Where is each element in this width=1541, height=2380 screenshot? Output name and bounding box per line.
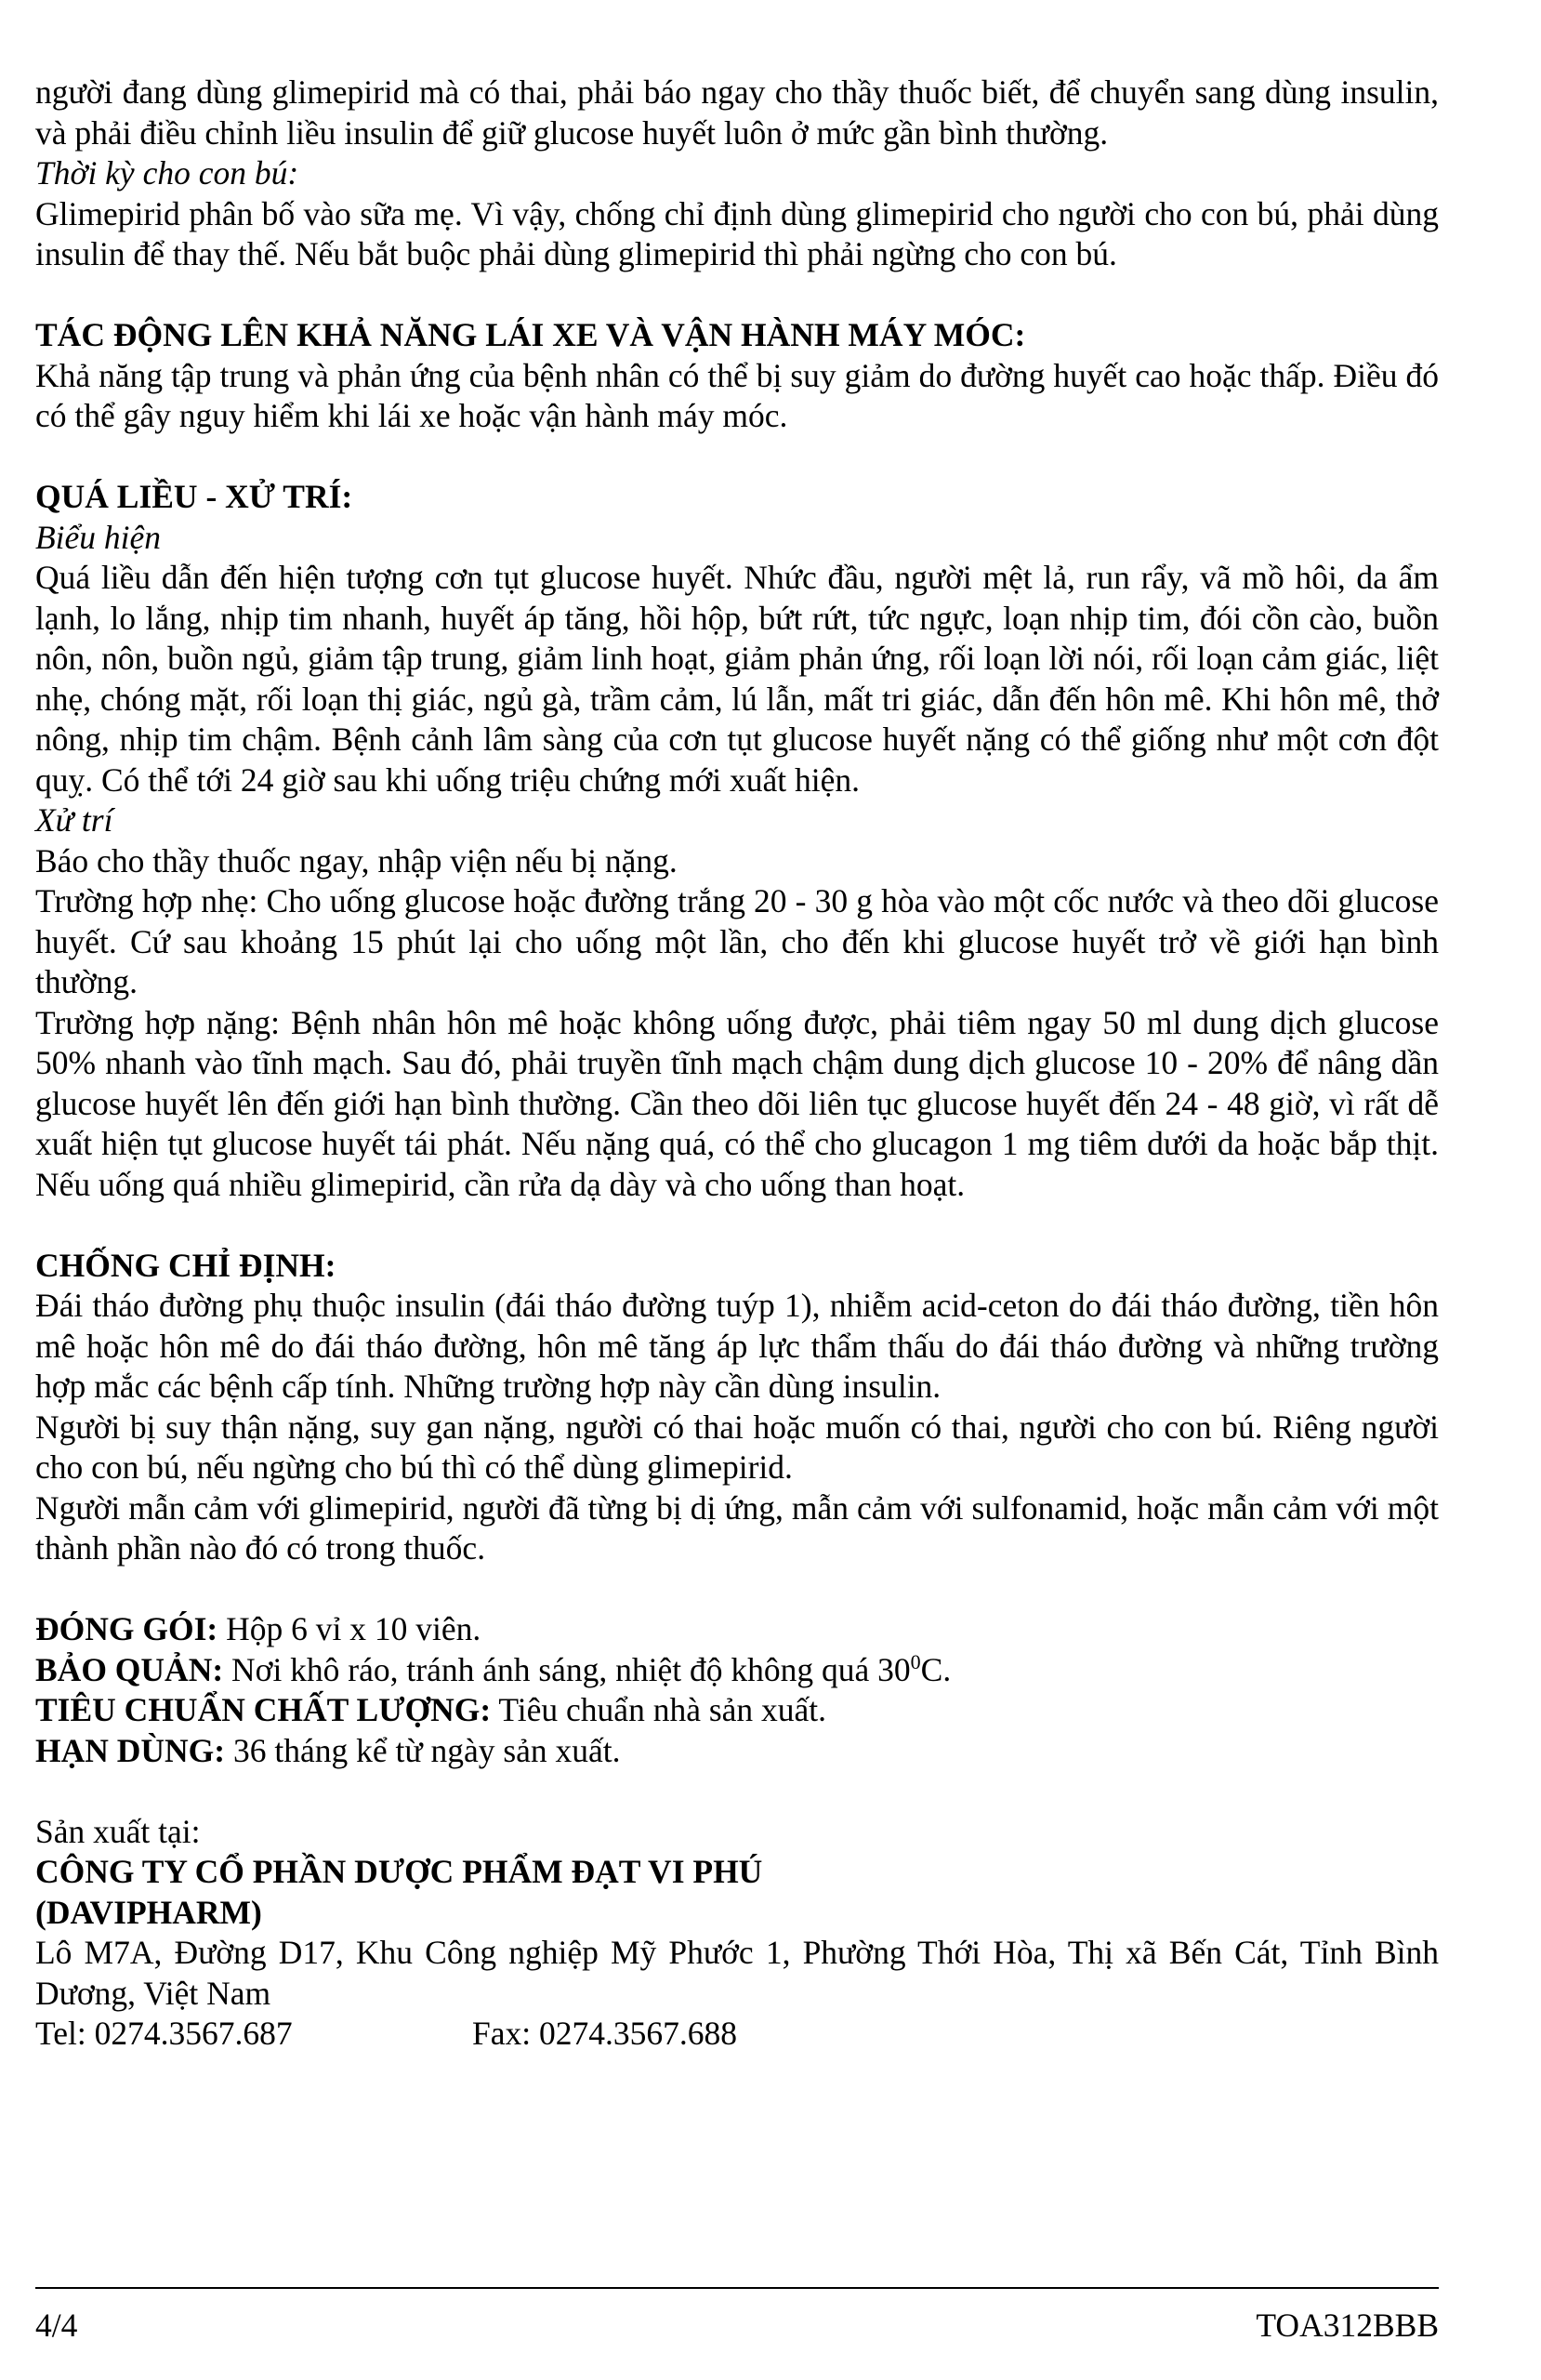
footer-divider <box>35 2287 1439 2289</box>
storage-degree: 0 <box>910 1649 921 1673</box>
driving-heading: TÁC ĐỘNG LÊN KHẢ NĂNG LÁI XE VÀ VẬN HÀNH MÁY MÓC: <box>35 316 1026 353</box>
quality-label: TIÊU CHUẨN CHẤT LƯỢNG: <box>35 1691 492 1728</box>
made-at-label: Sản xuất tại: <box>35 1812 201 1850</box>
treatment-text-1: Báo cho thầy thuốc ngay, nhập viện nếu bị nặng. <box>35 841 678 879</box>
lactation-subheading: Thời kỳ cho con bú: <box>35 154 299 192</box>
pregnancy-continuation-text: người đang dùng glimepirid mà có thai, phải báo ngay cho thầy thuốc biết, để chuyển sang dùng insulin, và phải điều chỉnh liều insulin để giữ glucose huyết luôn ở mức gần bình thường. <box>35 73 1439 152</box>
company-short-name: (DAVIPHARM) <box>35 1893 262 1931</box>
contact-line <box>35 2014 1439 2055</box>
expiry-label: HẠN DÙNG: <box>35 1731 226 1769</box>
contraindications-text-3: Người mẫn cảm với glimepirid, người đã từng bị dị ứng, mẫn cảm với sulfonamid, hoặc mẫn cảm với một thành phần nào đó có trong thuốc. <box>35 1488 1439 1567</box>
treatment-text-3: Trường hợp nặng: Bệnh nhân hôn mê hoặc không uống được, phải tiêm ngay 50 ml dung dịch glucose 50% nhanh vào tĩnh mạch. Sau đó, phải truyền tĩnh mạch chậm dung dịch glucose 10 - 20% để nâng dần glucose huyết lên đến giới hạn bình thường. Cần theo dõi liên tục glucose huyết đến 24 - 48 giờ, vì rất dễ xuất hiện tụt glucose huyết tái phát. Nếu nặng quá, có thể cho glucagon 1 mg tiêm dưới da hoặc bắp thịt. Nếu uống quá nhiều glimepirid, cần rửa dạ dày và cho uống than hoạt. <box>35 1003 1439 1203</box>
packing-line <box>35 1609 1439 1650</box>
storage-value: Nơi khô ráo, tránh ánh sáng, nhiệt độ không quá 30 <box>223 1650 911 1688</box>
contraindications-heading: CHỐNG CHỈ ĐỊNH: <box>35 1246 336 1284</box>
storage-unit: C. <box>920 1650 952 1688</box>
company-address: Lô M7A, Đường D17, Khu Công nghiệp Mỹ Phước 1, Phường Thới Hòa, Thị xã Bến Cát, Tỉnh Bình Dương, Việt Nam <box>35 1934 1439 2012</box>
packing-label: ĐÓNG GÓI: <box>35 1610 218 1647</box>
company-name: CÔNG TY CỔ PHẦN DƯỢC PHẨM ĐẠT VI PHÚ <box>35 1853 763 1890</box>
symptoms-subheading: Biểu hiện <box>35 518 162 556</box>
contraindications-text-2: Người bị suy thận nặng, suy gan nặng, người có thai hoặc muốn có thai, người cho con bú. Riêng người cho con bú, nếu ngừng cho bú thì có thể dùng glimepirid. <box>35 1408 1439 1486</box>
packing-value: Hộp 6 vỉ x 10 viên. <box>217 1610 481 1647</box>
driving-text: Khả năng tập trung và phản ứng của bệnh nhân có thể bị suy giảm do đường huyết cao hoặc thấp. Điều đó có thể gây nguy hiểm khi lái xe hoặc vận hành máy móc. <box>35 356 1439 434</box>
storage-label: BẢO QUẢN: <box>35 1650 224 1688</box>
quality-line <box>35 1690 1439 1731</box>
fax-number: Fax: 0274.3567.688 <box>472 2015 737 2052</box>
overdose-heading: QUÁ LIỀU - XỬ TRÍ: <box>35 478 353 515</box>
expiry-line <box>35 1731 1439 1772</box>
lactation-text: Glimepirid phân bố vào sữa mẹ. Vì vậy, chống chỉ định dùng glimepirid cho người cho con bú, phải dùng insulin để thay thế. Nếu bắt buộc phải dùng glimepirid thì phải ngừng cho con bú. <box>35 194 1439 272</box>
page-number: 4/4 <box>35 2307 78 2344</box>
treatment-subheading: Xử trí <box>35 801 113 839</box>
symptoms-text: Quá liều dẫn đến hiện tượng cơn tụt glucose huyết. Nhức đầu, người mệt lả, run rẩy, vã mồ hôi, da ẩm lạnh, lo lắng, nhịp tim nhanh, huyết áp tăng, hồi hộp, bứt rứt, tức ngực, loạn nhịp tim, đói cồn cào, buồn nôn, nôn, buồn ngủ, giảm tập trung, giảm linh hoạt, giảm phản ứng, rối loạn lời nói, rối loạn cảm giác, liệt nhẹ, chóng mặt, rối loạn thị giác, ngủ gà, trầm cảm, lú lẫn, mất tri giác, dẫn đến hôn mê. Khi hôn mê, thở nông, nhịp tim chậm. Bệnh cảnh lâm sàng của cơn tụt glucose huyết nặng có thể giống như một cơn đột quỵ. Có thể tới 24 giờ sau khi uống triệu chứng mới xuất hiện. <box>35 559 1439 799</box>
expiry-value: 36 tháng kể từ ngày sản xuất. <box>225 1731 621 1769</box>
document-body <box>35 73 1439 2055</box>
treatment-text-2: Trường hợp nhẹ: Cho uống glucose hoặc đường trắng 20 - 30 g hòa vào một cốc nước và theo dõi glucose huyết. Cứ sau khoảng 15 phút lại cho uống một lần, cho đến khi glucose huyết trở về giới hạn bình thường. <box>35 882 1439 1000</box>
tel-number: Tel: 0274.3567.687 <box>35 2015 293 2052</box>
document-code: TOA312BBB <box>1256 2307 1439 2344</box>
contraindications-text-1: Đái tháo đường phụ thuộc insulin (đái tháo đường tuýp 1), nhiễm acid-ceton do đái tháo đường, tiền hôn mê hoặc hôn mê do đái tháo đường, hôn mê tăng áp lực thẩm thấu do đái tháo đường và những trường hợp mắc các bệnh cấp tính. Những trường hợp này cần dùng insulin. <box>35 1287 1439 1405</box>
quality-value: Tiêu chuẩn nhà sản xuất. <box>491 1691 827 1728</box>
page-footer <box>35 2306 1439 2347</box>
storage-line <box>35 1650 1439 1691</box>
